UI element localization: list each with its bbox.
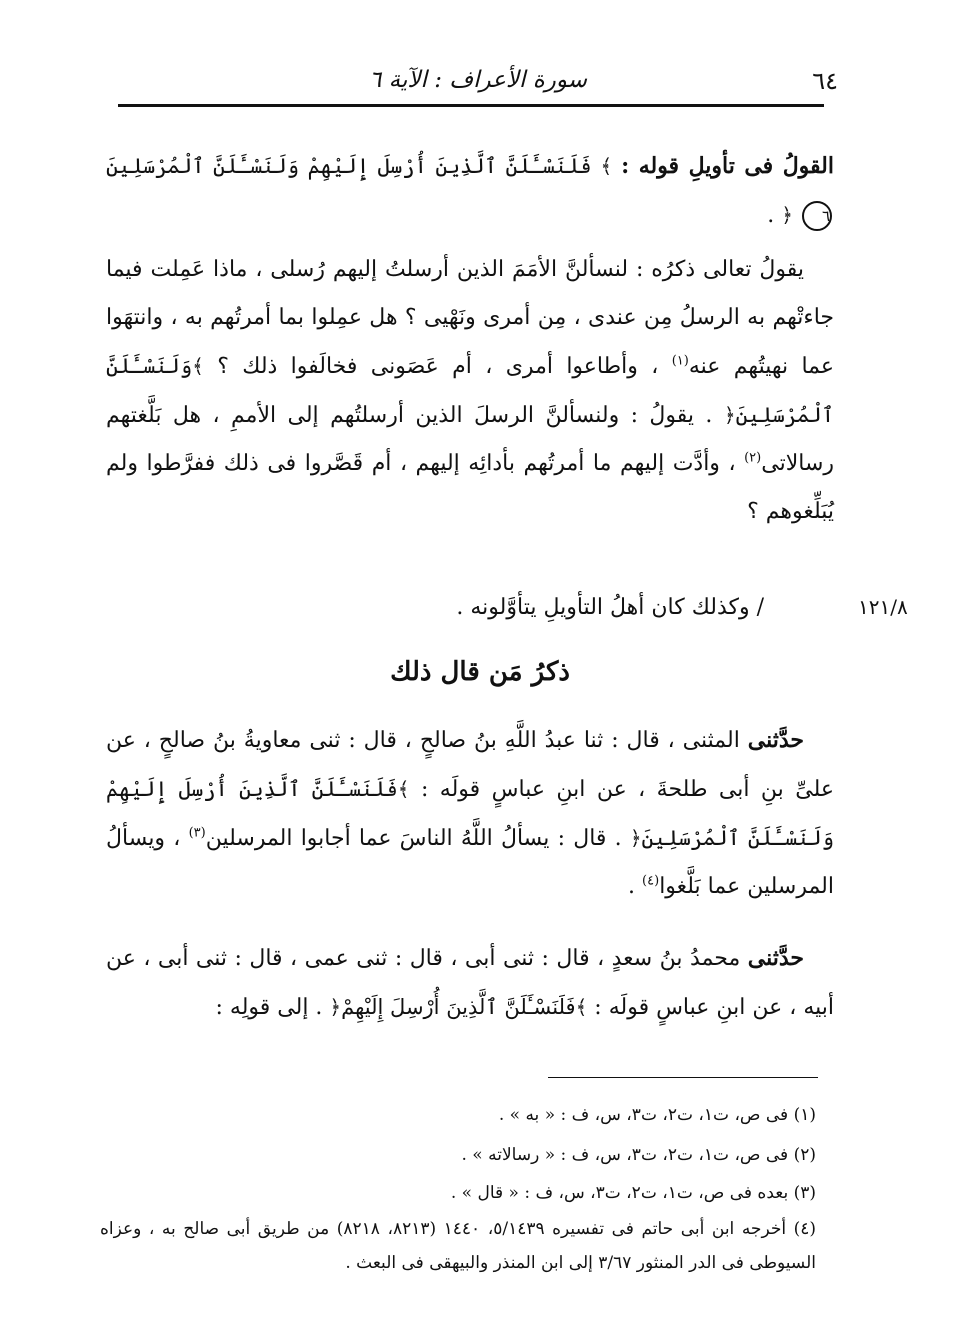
hadith-paragraph bbox=[106, 716, 834, 911]
paragraph-text: . يقولُ : ولنسألنَّ الرسلَ الذين أرسلتُهم إلى الأممِ ، هل بَلَّغتهم رسالاتى bbox=[106, 403, 835, 476]
quran-verse: فَلَنَسْـَٔلَنَّ ٱلَّذِينَ أُرْسِلَ إِلَيْهِمْ وَلَنَسْـَٔلَنَّ ٱلْمُرْسَلِينَ bbox=[106, 777, 834, 850]
footnote: (٤) أخرجه ابن أبى حاتم فى تفسيره ٥/١٤٣٩، ١٤٤٠ (٨٢١٣، ٨٢١٨) من طريق أبى صالح به ، وعزاه السيوطى فى الدر المنثور ٣/٦٧ إلى ابن المنذر والبيهقى فى البعث . bbox=[100, 1219, 817, 1273]
hadith-paragraph bbox=[106, 934, 834, 1032]
close-bracket: ﴿ bbox=[781, 203, 793, 227]
hadith-lead: حدَّثنى bbox=[747, 945, 804, 971]
page-number: ٦٤ bbox=[812, 67, 838, 95]
chapter-heading bbox=[106, 142, 834, 240]
close-bracket: ﴿ bbox=[629, 826, 642, 850]
quran-verse: فَلَنَسْـَٔلَنَّ ٱلَّذِينَ أُرْسِلَ إِلَيْهِمْ bbox=[341, 995, 576, 1019]
transition-paragraph: / وكذلك كان أهلُ التأويلِ يتأوَّلونه . bbox=[456, 595, 764, 620]
footnote-rule bbox=[548, 1077, 818, 1078]
section-title: ذكرُ مَن قال ذلك bbox=[390, 657, 570, 687]
ayah-number-icon: ٦ bbox=[802, 201, 832, 231]
footnote-ref: (٢) bbox=[744, 450, 762, 466]
open-bracket: ﴾ bbox=[192, 354, 204, 378]
hadith-text: المثنى ، قال : ثنا عبدُ اللَّهِ بنُ صالحٍ ، قال : ثنى معاويةُ بنُ صالحٍ ، عن علىِّ بنِ أبى طلحةَ ، عن ابنِ عباسٍ قولَه : bbox=[106, 728, 834, 802]
open-bracket: ﴾ bbox=[397, 777, 410, 801]
heading-verse: فَلَنَسْـَٔلَنَّ ٱلَّذِينَ أُرْسِلَ إِلَيْهِمْ وَلَنَسْـَٔلَنَّ ٱلْمُرْسَلِينَ bbox=[106, 154, 592, 178]
heading-end: . bbox=[767, 203, 775, 228]
paragraph-text: ، وأطاعوا أمرى ، أم عَصَونى فخالَفوا ذلك ؟ bbox=[217, 354, 659, 379]
paragraph-text: ، وأدَّت إليهم ما أمرتُهم بأدائِه إليهم ، أم قَصَّروا فى ذلك ففرَّطوا ولم يُبَلِّغوهم ؟ bbox=[106, 451, 834, 524]
close-bracket: ﴿ bbox=[329, 995, 342, 1019]
quran-verse: وَلَنَسْـَٔلَنَّ ٱلْمُرْسَلِينَ bbox=[106, 354, 835, 427]
hadith-text: . bbox=[628, 874, 636, 899]
footnote: (٣) بعده فى ص، ت١، ت٢، ت٣، س، ف : « قال » . bbox=[450, 1183, 816, 1203]
hadith-text: . إلى قولِه : bbox=[215, 995, 323, 1020]
footnote-ref: (٣) bbox=[188, 825, 206, 841]
close-bracket: ﴿ bbox=[723, 403, 736, 427]
hadith-text: محمدُ بنُ سعدٍ ، قال : ثنى أبى ، قال : ثنى عمى ، قال : ثنى أبى ، عن أبيه ، عن ابنِ عباسٍ قولَه : bbox=[106, 946, 834, 1020]
paragraph-text: يقولُ تعالى ذكرُه : لنسألنَّ الأمَمَ الذين أرسلتُ إليهم رُسلى ، ماذا عَمِلت فيما جاءتْهم به الرسلُ مِن عندى ، مِن أمرى ونَهْيى ؟ هل عمِلوا بما أمرتُهم به ، وانتهَوا عما نهيتُهم عنه bbox=[106, 257, 835, 379]
margin-reference: ١٢١/٨ bbox=[858, 595, 908, 619]
hadith-text: ، ويسألُ المرسلين عما بَلَّغوا bbox=[106, 826, 834, 899]
open-bracket: ﴾ bbox=[575, 995, 588, 1019]
footnote-ref: (٤) bbox=[642, 873, 660, 889]
heading-lead: القولُ فى تأويلِ قوله : bbox=[621, 153, 834, 179]
commentary-paragraph bbox=[106, 246, 834, 536]
footnote: (١) فى ص، ت١، ت٢، ت٣، س، ف : « به » . bbox=[498, 1105, 816, 1125]
header-rule bbox=[118, 104, 824, 107]
hadith-lead: حدَّثنى bbox=[747, 727, 804, 753]
hadith-text: . قال : يسألُ اللَّهُ الناسَ عما أجابوا المرسلين bbox=[205, 826, 622, 851]
running-header-title: سورة الأعراف : الآية ٦ bbox=[368, 67, 588, 93]
footnote-ref: (١) bbox=[671, 353, 689, 369]
footnote: (٢) فى ص، ت١، ت٢، ت٣، س، ف : « رسالاته » . bbox=[461, 1145, 816, 1165]
open-bracket: ﴾ bbox=[600, 154, 613, 178]
